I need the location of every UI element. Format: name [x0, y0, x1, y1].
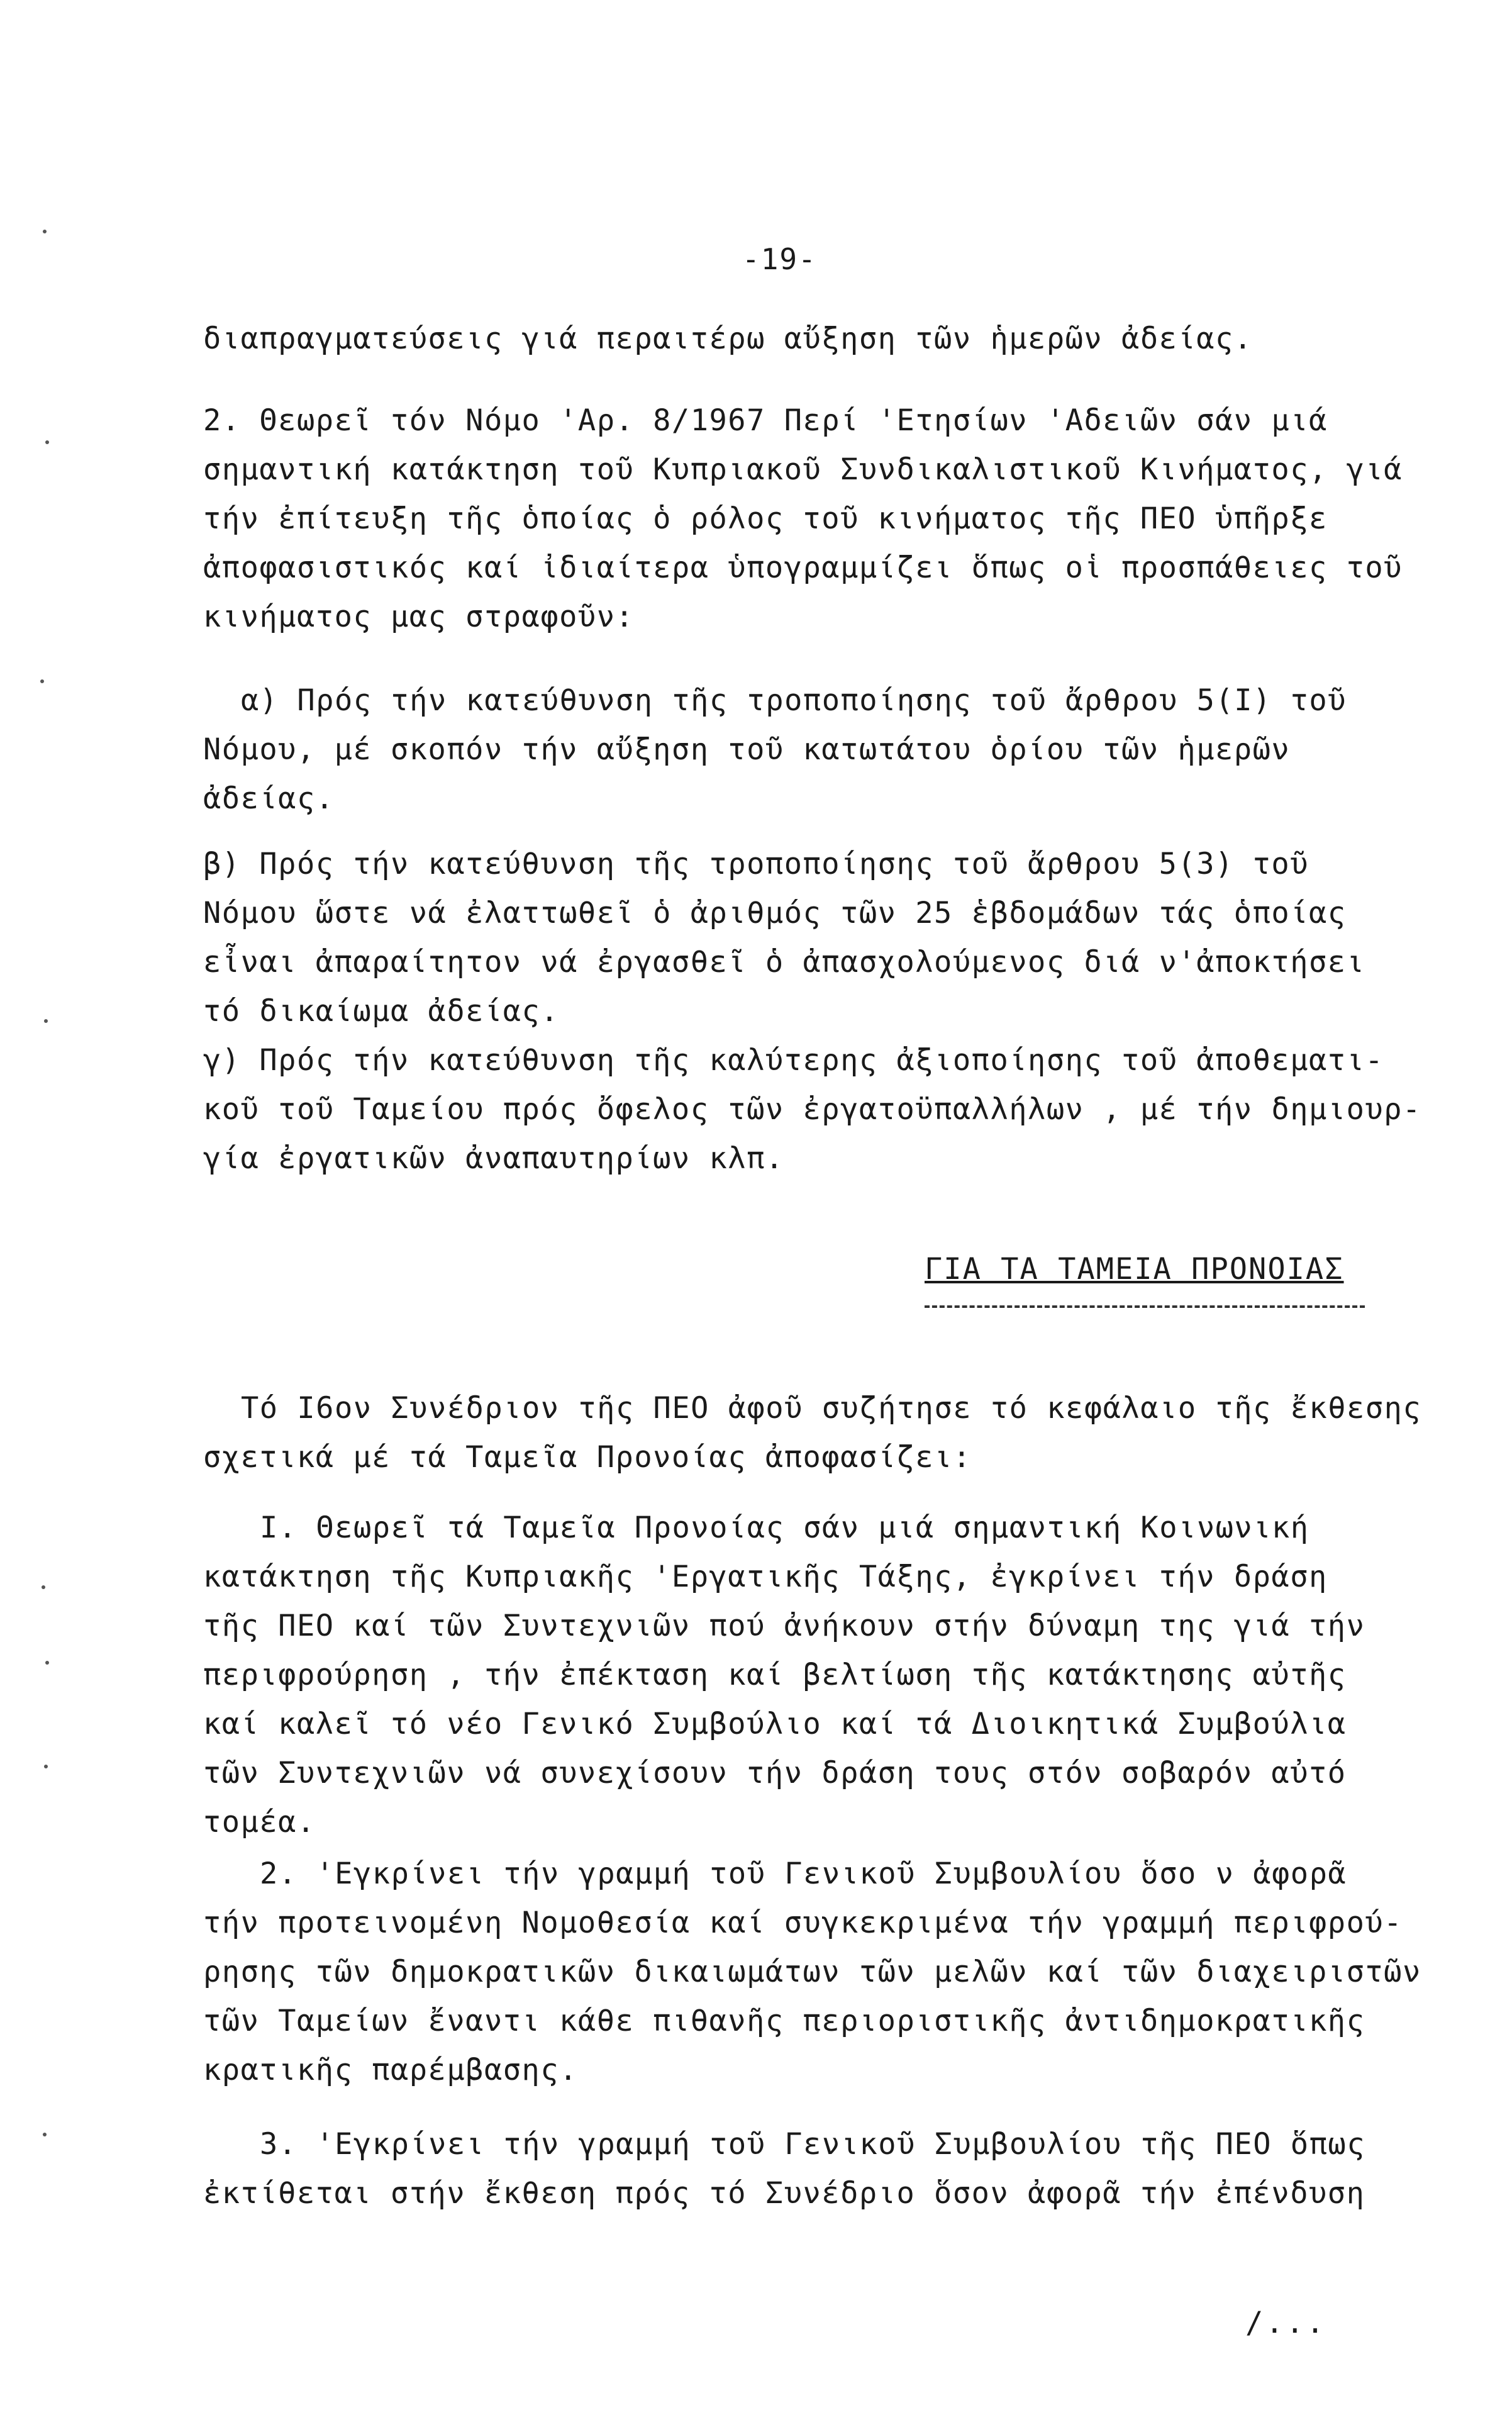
- item-a: [203, 676, 1448, 823]
- item-a-line: α) Πρός τήν κατεύθυνση τῆς τροποποίησης τοῦ ἄρθρου 5(I) τοῦ: [241, 683, 1347, 718]
- point-1-line: τῆς ΠΕΟ καί τῶν Συντεχνιῶν πού ἀνήκουν στήν δύναμη της γιά τήν: [203, 1609, 1365, 1643]
- item-a-line: Νόμου, μέ σκοπόν τήν αὔξηση τοῦ κατωτάτου ὁρίου τῶν ἡμερῶν: [203, 732, 1291, 767]
- intro-line-block: [203, 315, 1448, 364]
- paragraph-2-line: σημαντική κατάκτηση τοῦ Κυπριακοῦ Συνδικαλιστικοῦ Κινήματος, γιά: [203, 452, 1403, 487]
- point-2-line: τήν προτεινομένη Νομοθεσία καί συγκεκριμένα τήν γραμμή περιφρού-: [203, 1906, 1403, 1940]
- point-2-line: 2. 'Εγκρίνει τήν γραμμή τοῦ Γενικοῦ Συμβουλίου ὅσο ν ἀφορᾶ: [260, 1856, 1347, 1891]
- scan-speck: [42, 1585, 45, 1589]
- point-1-line: περιφρούρηση , τήν ἐπέκταση καί βελτίωση τῆς κατάκτησης αὐτῆς: [203, 1658, 1347, 1692]
- point-1-line: κατάκτηση τῆς Κυπριακῆς 'Εργατικῆς Τάξης, ἐγκρίνει τήν δράση: [203, 1560, 1328, 1594]
- paragraph-2-line: ἀποφασιστικός καί ἰδιαίτερα ὑπογραμμίζει ὅπως οἱ προσπάθειες τοῦ: [203, 550, 1403, 585]
- item-c: [203, 1036, 1448, 1183]
- scan-speck: [43, 2133, 47, 2136]
- point-1-line: τομέα.: [203, 1805, 316, 1839]
- item-b-line: τό δικαίωμα ἀδείας.: [203, 994, 560, 1029]
- scan-speck: [43, 230, 47, 233]
- heading-dashed-rule: [925, 1305, 1365, 1308]
- item-a-line: ἀδείας.: [203, 781, 335, 816]
- item-b-line: Νόμου ὥστε νά ἐλαττωθεῖ ὁ ἀριθμός τῶν 25 ἑβδομάδων τάς ὁποίας: [203, 896, 1347, 930]
- scan-speck: [44, 1019, 48, 1023]
- point-1-line: καί καλεῖ τό νέο Γενικό Συμβούλιο καί τά Διοικητικά Συμβούλια: [203, 1707, 1347, 1741]
- page-number: -19-: [742, 242, 817, 276]
- point-3-line: 3. 'Εγκρίνει τήν γραμμή τοῦ Γενικοῦ Συμβουλίου τῆς ΠΕΟ ὅπως: [260, 2127, 1365, 2162]
- intro-line: διαπραγματεύσεις γιά περαιτέρω αὔξηση τῶν ἡμερῶν ἀδείας.: [203, 321, 1253, 356]
- point-1-line: τῶν Συντεχνιῶν νά συνεχίσουν τήν δράση τους στόν σοβαρόν αὐτό: [203, 1756, 1347, 1790]
- point-2: [203, 1850, 1448, 2095]
- point-3-line: ἐκτίθεται στήν ἔκθεση πρός τό Συνέδριο ὅσον ἀφορᾶ τήν ἐπένδυση: [203, 2176, 1365, 2211]
- section-intro-line: σχετικά μέ τά Ταμεῖα Προνοίας ἀποφασίζει:: [203, 1440, 972, 1475]
- item-b: [203, 840, 1448, 1036]
- continuation-mark: /...: [1245, 2306, 1327, 2340]
- paragraph-2: [203, 396, 1448, 642]
- scan-speck: [45, 440, 49, 444]
- scan-speck: [45, 1661, 49, 1665]
- item-c-line: κοῦ τοῦ Ταμείου πρός ὄφελος τῶν ἐργατοϋπαλλήλων , μέ τήν δημιουρ-: [203, 1092, 1421, 1127]
- point-3: [203, 2120, 1448, 2218]
- point-1: [203, 1504, 1448, 1847]
- section-intro-line: Τό Ι6ον Συνέδριον τῆς ΠΕΟ ἀφοῦ συζήτησε τό κεφάλαιο τῆς ἔκθεσης: [241, 1391, 1422, 1426]
- item-b-line: β) Πρός τήν κατεύθυνση τῆς τροποποίησης τοῦ ἄρθρου 5(3) τοῦ: [203, 847, 1309, 881]
- point-1-line: Ι. Θεωρεῖ τά Ταμεῖα Προνοίας σάν μιά σημαντική Κοινωνική: [260, 1510, 1309, 1545]
- scan-speck: [44, 1765, 48, 1768]
- point-2-line: ρησης τῶν δημοκρατικῶν δικαιωμάτων τῶν μελῶν καί τῶν διαχειριστῶν: [203, 1955, 1421, 1989]
- point-2-line: κρατικῆς παρέμβασης.: [203, 2053, 578, 2087]
- item-c-line: γία ἐργατικῶν ἀναπαυτηρίων κλπ.: [203, 1141, 784, 1176]
- scan-speck: [40, 679, 44, 683]
- paragraph-2-line: τήν ἐπίτευξη τῆς ὁποίας ὁ ρόλος τοῦ κινήματος τῆς ΠΕΟ ὑπῆρξε: [203, 501, 1328, 536]
- item-c-line: γ) Πρός τήν κατεύθυνση τῆς καλύτερης ἀξιοποίησης τοῦ ἀποθεματι-: [203, 1043, 1384, 1078]
- item-b-line: εἶναι ἀπαραίτητον νά ἐργασθεῖ ὁ ἀπασχολούμενος διά ν'ἀποκτήσει: [203, 945, 1365, 980]
- section-intro: [203, 1384, 1448, 1482]
- paragraph-2-line: 2. Θεωρεῖ τόν Νόμο 'Αρ. 8/1967 Περί 'Ετησίων 'Αδειῶν σάν μιά: [203, 403, 1328, 438]
- point-2-line: τῶν Ταμείων ἔναντι κάθε πιθανῆς περιοριστικῆς ἀντιδημοκρατικῆς: [203, 2004, 1365, 2038]
- section-heading: ΓΙΑ ΤΑ ΤΑΜΕΙΑ ΠΡΟΝΟΙΑΣ: [925, 1252, 1344, 1287]
- paragraph-2-line: κινήματος μας στραφοῦν:: [203, 600, 635, 634]
